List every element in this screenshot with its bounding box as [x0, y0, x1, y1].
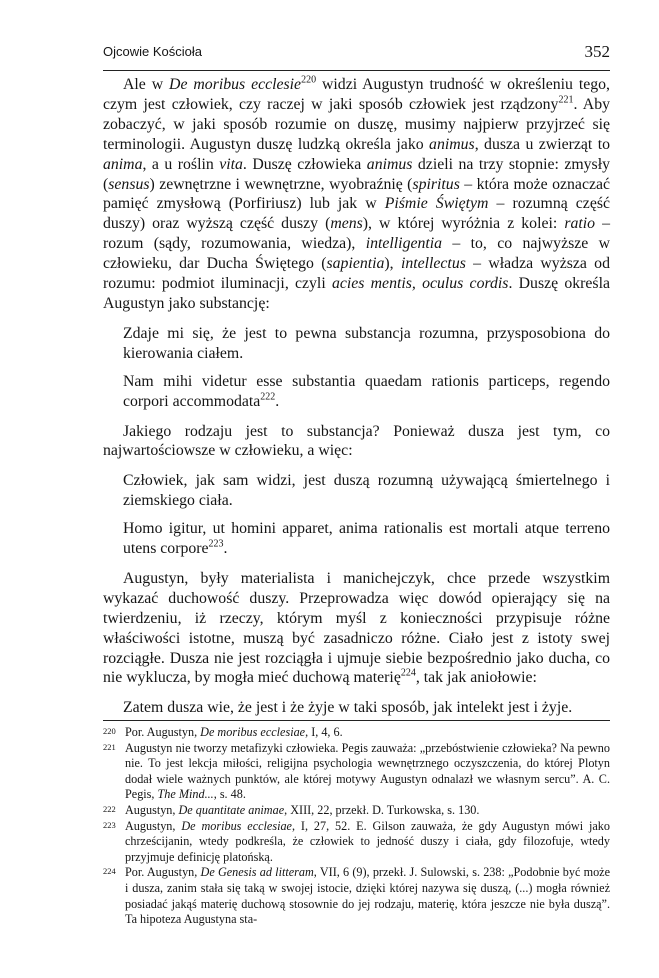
footnote-221: 221 Augustyn nie tworzy metafizyki człowieka. Pegis zauważa: „przebóstwienie człowieka? Na pewno nie. To jest lekcja miłości, religijna psychologia wewnętrznego oczyszczenia, do której Plotyn dodał wiele ważnych punktów, ale której motywy Augustyn odnalazł we własnym sercu”. A. C. Pegis, The Mind..., s. 48. — [103, 740, 610, 802]
footnote-223: 223 Augustyn, De moribus ecclesiae, I, 27, 52. E. Gilson zauważa, że gdy Augustyn mówi jako chrześcijanin, wtedy podkreśla, że człowiek to jedność duszy i ciała, gdy filozofuje, wtedy przyjmuje definicję platońską. — [103, 818, 610, 864]
block-quote-1 — [103, 324, 610, 412]
page-header — [103, 44, 610, 64]
quote-latin-2: Homo igitur, ut homini apparet, anima rationalis est mortali atque terreno utens corpore$^{223}$. — [123, 520, 610, 558]
block-quote-3 — [103, 698, 610, 718]
page-number: 352 — [584, 42, 610, 61]
footnote-ref-222: 222 — [260, 391, 276, 403]
footnote-220: 220 Por. Augustyn, De moribus ecclesiae, I, 4, 6. — [103, 725, 343, 739]
block-quote-2 — [103, 471, 610, 559]
quote-polish-3: Zatem dusza wie, że jest i że żyje w taki sposób, jak intelekt jest i żyje. — [123, 699, 573, 717]
footnote-ref-221: 221 — [558, 94, 574, 106]
paragraph-1: Ale w De moribus ecclesie$^{220}$ widzi Augustyn trudność w określeniu tego, czym jest człowiek, czy raczej w jaki sposób człowiek jest rządzony$^{221}$. Aby zobaczyć, w jaki sposób rozumie on duszę, musimy najpierw przyjrzeć się terminologii. Augustyn duszę ludzką określa jako animus, dusza u zwierząt to anima, a u roślin vita. Duszę człowieka animus dzieli na trzy stopnie: zmysły (sensus) zewnętrzne i wewnętrzne, wyobraźnię (spiritus – która może oznaczać pamięć zmysłową (Porfiriusz) lub jak w Piśmie Świętym – rozumną część duszy) oraz wyższą część duszy (mens), w której wyróżnia z kolei: ratio – rozum (sądy, rozumowania, wiedza), intelligentia – to, co najwyższe w człowieku, dar Ducha Świętego (sapientia), intellectus – władza wyższa od rozumu: podmiot iluminacji, czyli acies mentis, oculus cordis. Duszę określa Augustyn jako substancję: — [103, 74, 611, 312]
paragraph-3: Augustyn, były materialista i manichejczyk, chce przede wszystkim wykazać duchowość duszy. Przeprowadza więc dowód opierający się na twierdzeniu, iż rzeczy, którym myśl z konieczności przypisuje różne właściwości istotne, muszą być zasadniczo różne. Ciało jest z istoty swej rozciągłe. Dusza nie jest rozciągła i ujmuje siebie bezpośrednio jako ducha, co nie wyklucza, by mogła mieć duchową materię$^{224}$, tak jak aniołowie: — [103, 569, 610, 687]
footnote-ref-224: 224 — [400, 668, 416, 680]
footnote-rule — [103, 720, 610, 721]
footnotes — [103, 725, 610, 928]
quote-polish-1: Zdaje mi się, że jest to pewna substancja rozumna, przysposobiona do kierowania ciałem. — [123, 324, 610, 362]
footnote-ref-223: 223 — [208, 538, 224, 550]
header-rule — [103, 70, 610, 71]
quote-latin-1: Nam mihi videtur esse substantia quaedam rationis particeps, regendo corpori accommodata$^{222}$. — [123, 372, 610, 410]
running-title: Ojcowie Kościoła — [103, 44, 202, 59]
main-text — [103, 75, 610, 718]
footnote-222: 222 Augustyn, De quantitate animae, XIII, 22, przekł. D. Turkowska, s. 130. — [103, 802, 480, 817]
footnote-ref-220: 220 — [301, 74, 317, 86]
paragraph-2: Jakiego rodzaju jest to substancja? Ponieważ dusza jest tym, co najwartościowsze w człowieku, a więc: — [103, 422, 610, 460]
quote-polish-2: Człowiek, jak sam widzi, jest duszą rozumną używającą śmiertelnego i ziemskiego ciała. — [123, 472, 610, 510]
footnote-224: 224 Por. Augustyn, De Genesis ad litteram, VII, 6 (9), przekł. J. Sulowski, s. 238: „Podobnie być może i dusza, zanim stała się taką w swojej istocie, dzięki której nazywa się duszą, (...) mogła również posiadać jakąś materię duchową stosownie do jej rodzaju, materię, która jeszcze nie była duszą”. Ta hipoteza Augustyna sta- — [103, 865, 610, 927]
